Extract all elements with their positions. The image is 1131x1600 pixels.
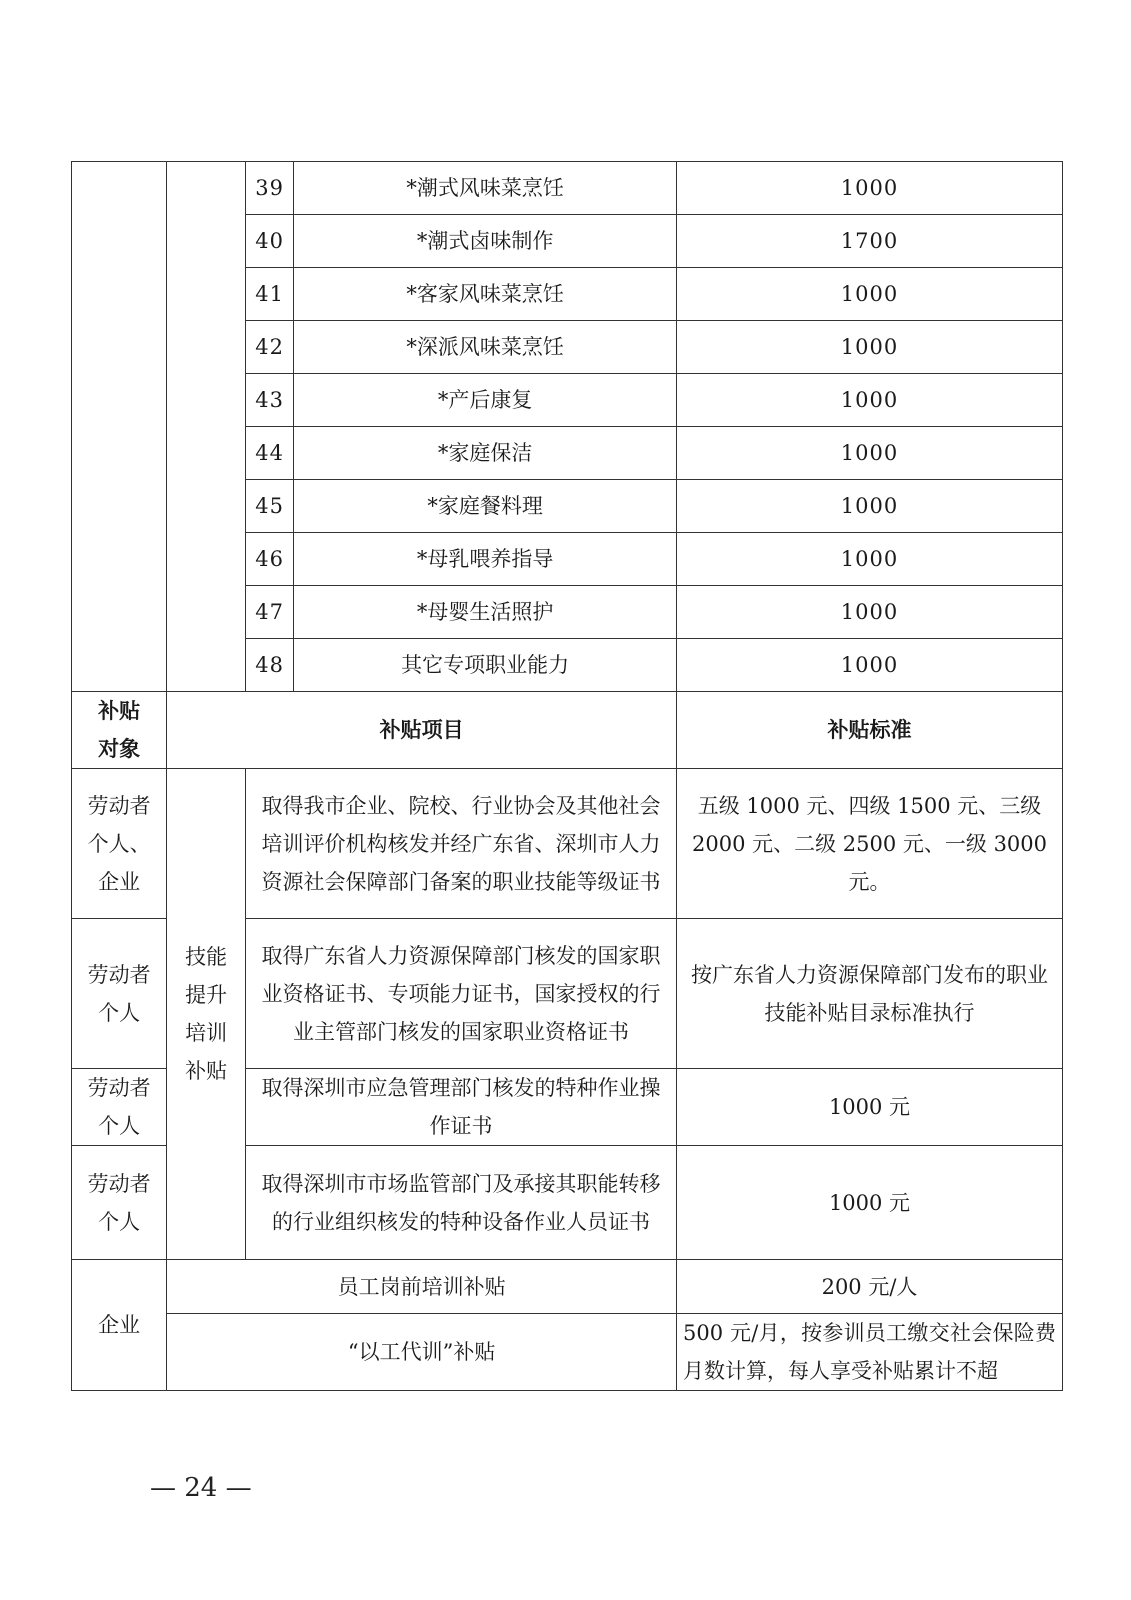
- item-cell: 员工岗前培训补贴: [167, 1260, 677, 1314]
- standard-cell: 按广东省人力资源保障部门发布的职业技能补贴目录标准执行: [677, 919, 1063, 1069]
- item-name: *家庭餐料理: [294, 480, 677, 533]
- row-number: 48: [246, 639, 294, 692]
- table-row: [72, 162, 1063, 215]
- header-target: 补贴 对象: [72, 692, 167, 769]
- row-number: 42: [246, 321, 294, 374]
- item-amount: 1000: [677, 586, 1063, 639]
- item-cell: 取得深圳市应急管理部门核发的特种作业操作证书: [246, 1069, 677, 1146]
- item-name: *家庭保洁: [294, 427, 677, 480]
- subsidy-table: [71, 161, 1063, 1391]
- item-amount: 1000: [677, 427, 1063, 480]
- item-amount: 1000: [677, 162, 1063, 215]
- item-amount: 1000: [677, 533, 1063, 586]
- row-number: 40: [246, 215, 294, 268]
- standard-cell: 200 元/人: [677, 1260, 1063, 1314]
- row-number: 45: [246, 480, 294, 533]
- standard-cell: 1000 元: [677, 1069, 1063, 1146]
- category-cell: 技能 提升 培训 补贴: [167, 769, 246, 1260]
- standard-cell: 五级 1000 元、四级 1500 元、三级 2000 元、二级 2500 元、一级 3000 元。: [677, 769, 1063, 919]
- target-cell: 劳动者 个人: [72, 919, 167, 1069]
- empty-cell: [72, 162, 167, 692]
- page-number: — 24 —: [150, 1473, 252, 1503]
- row-number: 43: [246, 374, 294, 427]
- empty-cell: [167, 162, 246, 692]
- row-number: 44: [246, 427, 294, 480]
- item-amount: 1000: [677, 639, 1063, 692]
- row-number: 39: [246, 162, 294, 215]
- standard-cell: [677, 1314, 1063, 1391]
- standard-text: 500 元/月，按参训员工缴交社会保险费月数计算，每人享受补贴累计不超: [683, 1321, 1056, 1383]
- table-row: [72, 1260, 1063, 1314]
- item-amount: 1000: [677, 480, 1063, 533]
- item-name: *潮式卤味制作: [294, 215, 677, 268]
- item-cell: “以工代训”补贴: [167, 1314, 677, 1391]
- item-name: *母乳喂养指导: [294, 533, 677, 586]
- item-cell: 取得深圳市市场监管部门及承接其职能转移的行业组织核发的特种设备作业人员证书: [246, 1146, 677, 1260]
- item-name: 其它专项职业能力: [294, 639, 677, 692]
- item-name: *客家风味菜烹饪: [294, 268, 677, 321]
- item-amount: 1700: [677, 215, 1063, 268]
- item-name: *深派风味菜烹饪: [294, 321, 677, 374]
- item-cell: 取得广东省人力资源保障部门核发的国家职业资格证书、专项能力证书，国家授权的行业主管部门核发的国家职业资格证书: [246, 919, 677, 1069]
- item-amount: 1000: [677, 321, 1063, 374]
- target-cell: 企业: [72, 1260, 167, 1391]
- row-number: 46: [246, 533, 294, 586]
- item-cell: 取得我市企业、院校、行业协会及其他社会培训评价机构核发并经广东省、深圳市人力资源社会保障部门备案的职业技能等级证书: [246, 769, 677, 919]
- standard-cell: 1000 元: [677, 1146, 1063, 1260]
- table-row: [72, 1314, 1063, 1391]
- header-item: 补贴项目: [167, 692, 677, 769]
- item-amount: 1000: [677, 374, 1063, 427]
- item-name: *潮式风味菜烹饪: [294, 162, 677, 215]
- item-name: *产后康复: [294, 374, 677, 427]
- item-amount: 1000: [677, 268, 1063, 321]
- item-name: *母婴生活照护: [294, 586, 677, 639]
- row-number: 47: [246, 586, 294, 639]
- target-cell: 劳动者 个人: [72, 1069, 167, 1146]
- target-cell: 劳动者 个人、 企业: [72, 769, 167, 919]
- target-cell: 劳动者 个人: [72, 1146, 167, 1260]
- table-header-row: [72, 692, 1063, 769]
- row-number: 41: [246, 268, 294, 321]
- header-standard: 补贴标准: [677, 692, 1063, 769]
- table-row: [72, 769, 1063, 919]
